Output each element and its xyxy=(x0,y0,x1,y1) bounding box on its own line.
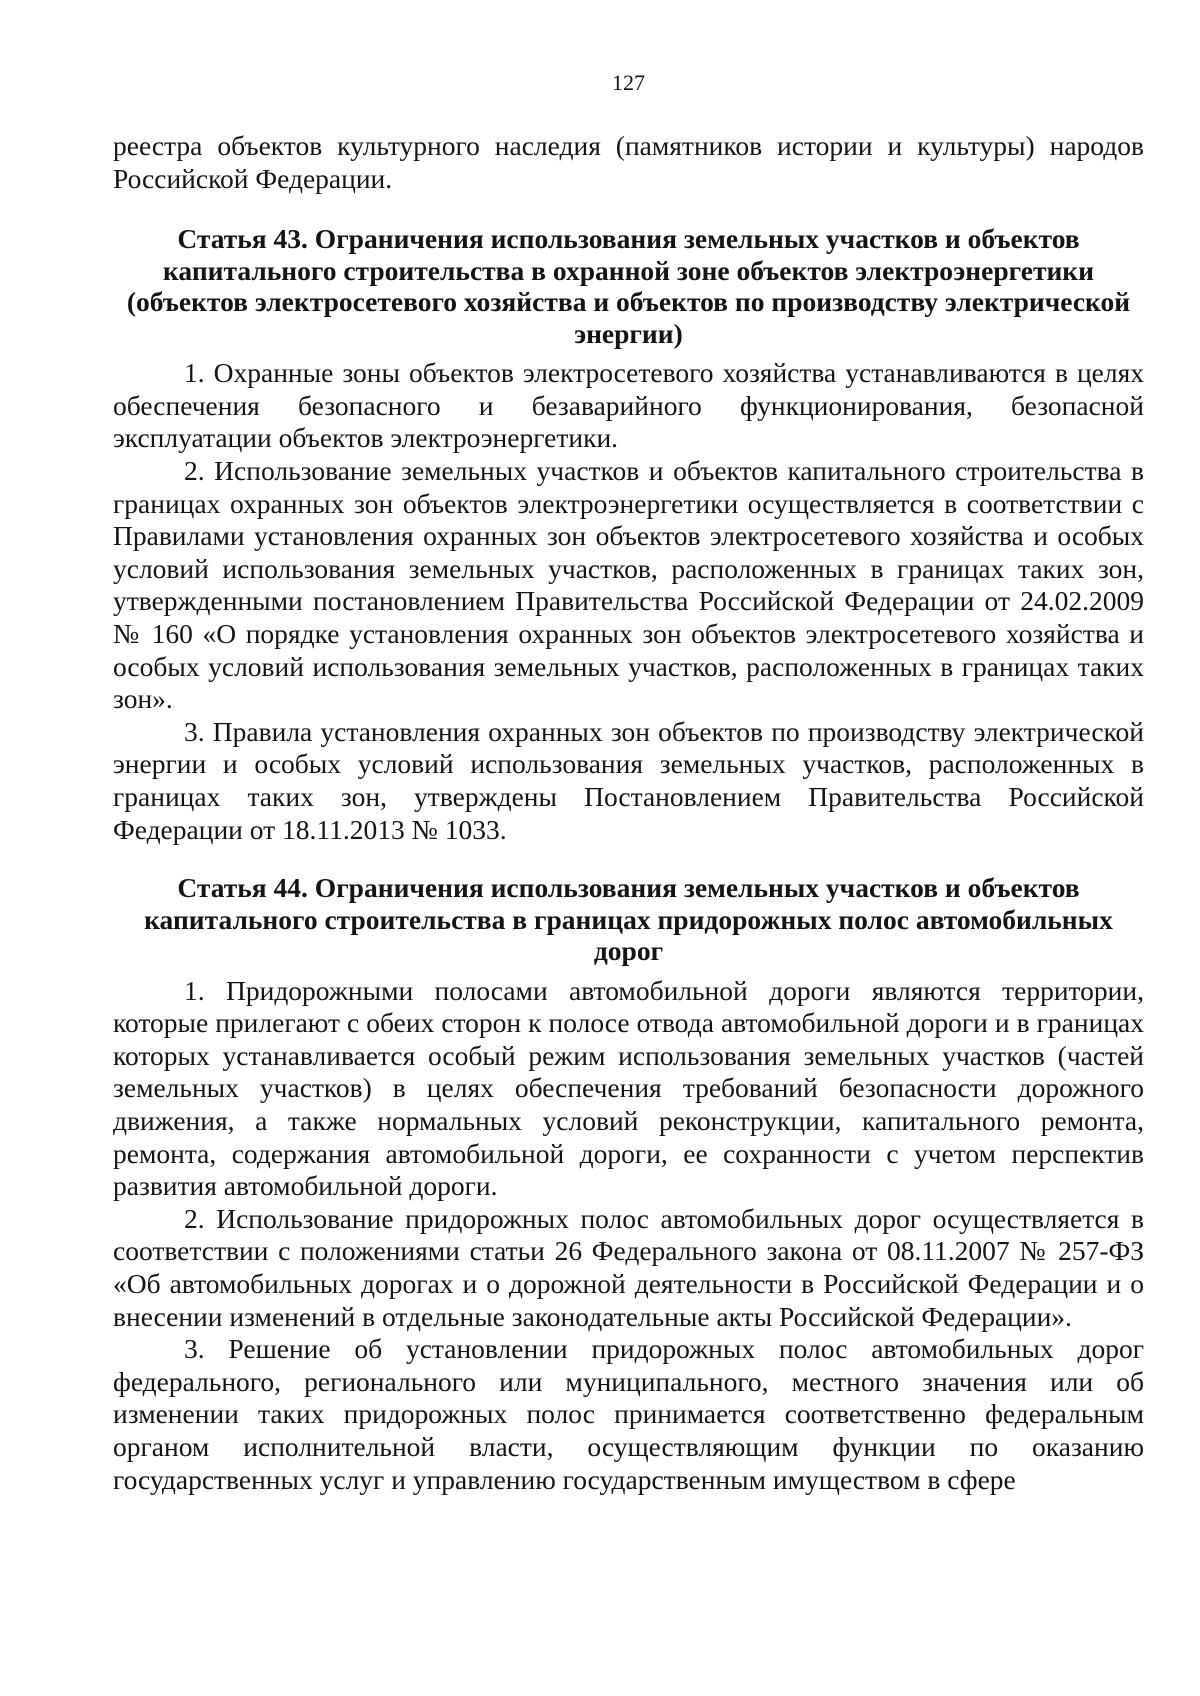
intro-paragraph: реестра объектов культурного наследия (памятников истории и культуры) народов Российской Федерации. xyxy=(113,130,1144,194)
article-43-paragraph-2: 2. Использование земельных участков и объектов капитального строительства в границах охранных зон объектов электроэнергетики осуществляется в соответствии с Правилами установления охранных зон объектов электросетевого хозяйства и особых условий использования земельных участков, расположенных в границах таких зон, утвержденными постановлением Правительства Российской Федерации от 24.02.2009 № 160 «О порядке установления охранных зон объектов электросетевого хозяйства и особых условий использования земельных участков, расположенных в границах таких зон». xyxy=(113,454,1144,715)
article-43-paragraph-3: 3. Правила установления охранных зон объектов по производству электрической энергии и особых условий использования земельных участков, расположенных в границах таких зон, утверждены Постановлением Правительства Российской Федерации от 18.11.2013 № 1033. xyxy=(113,715,1144,845)
article-44-paragraph-1: 1. Придорожными полосами автомобильной дороги являются территории, которые прилегают с обеих сторон к полосе отвода автомобильной дороги и в границах которых устанавливается особый режим использования земельных участков (частей земельных участков) в целях обеспечения требований безопасности дорожного движения, а также нормальных условий реконструкции, капитального ремонта, ремонта, содержания автомобильной дороги, ее сохранности с учетом перспектив развития автомобильной дороги. xyxy=(113,974,1144,1202)
article-43-paragraph-1: 1. Охранные зоны объектов электросетевого хозяйства устанавливаются в целях обеспечения безопасного и безаварийного функционирования, безопасной эксплуатации объектов электроэнергетики. xyxy=(113,357,1144,454)
article-44-heading: Статья 44. Ограничения использования земельных участков и объектов капитального строительства в границах придорожных полос автомобильных дорог xyxy=(144,872,1113,967)
article-44-paragraph-2: 2. Использование придорожных полос автомобильных дорог осуществляется в соответствии с положениями статьи 26 Федерального закона от 08.11.2007 № 257-ФЗ «Об автомобильных дорогах и о дорожной деятельности в Российской Федерации и о внесении изменений в отдельные законодательные акты Российской Федерации». xyxy=(113,1202,1144,1332)
page-number: 127 xyxy=(612,70,645,95)
article-44-paragraph-3: 3. Решение об установлении придорожных полос автомобильных дорог федерального, регионального или муниципального, местного значения или об изменении таких придорожных полос принимается соответственно федеральным органом исполнительной власти, осуществляющим функции по оказанию государственных услуг и управлению государственным имуществом в сфере xyxy=(113,1333,1144,1495)
article-43-heading: Статья 43. Ограничения использования земельных участков и объектов капитального строительства в охранной зоне объектов электроэнергетики (объектов электросетевого хозяйства и объектов по производству электрической энергии) xyxy=(126,223,1131,349)
page-content xyxy=(113,130,1144,1496)
